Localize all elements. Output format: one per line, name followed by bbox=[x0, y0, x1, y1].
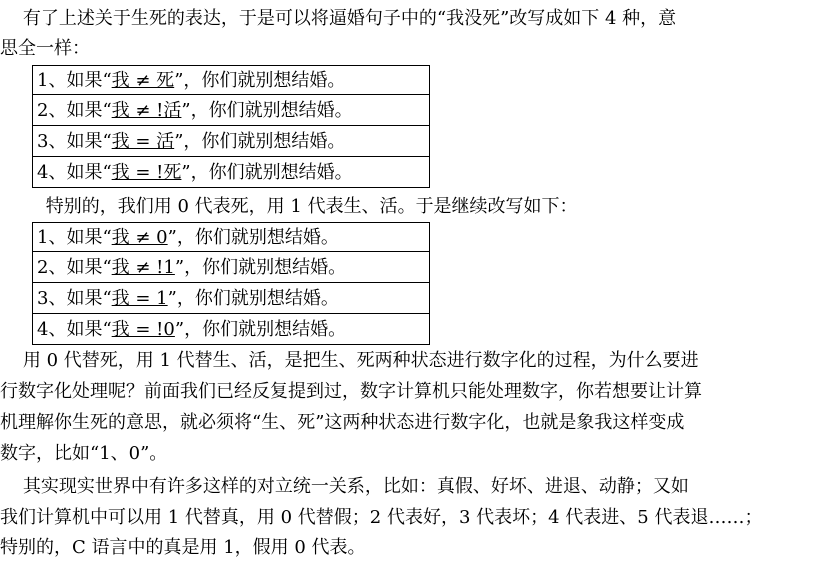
row-expression: 我 ≠ 死 bbox=[111, 70, 175, 91]
paragraph-line: 思全一样： bbox=[0, 38, 90, 59]
row-suffix: ”，你们就别想结婚。 bbox=[167, 288, 339, 309]
table1-row-2 bbox=[32, 95, 430, 126]
row-expression: 我 = !0 bbox=[111, 319, 175, 340]
row-prefix: 4、如果“ bbox=[37, 162, 112, 183]
paragraph-line: 用 0 代替死，用 1 代替生、活，是把生、死两种状态进行数字化的过程，为什么要进 bbox=[0, 350, 699, 371]
paragraph-line: 行数字化处理呢？前面我们已经反复提到过，数字计算机只能处理数字，你若想要让计算 bbox=[0, 381, 702, 402]
row-prefix: 3、如果“ bbox=[37, 131, 112, 152]
paragraph-line: 我们计算机中可以用 1 代替真，用 0 代替假；2 代表好，3 代表坏；4 代表进、5 代表退……； bbox=[0, 507, 763, 528]
row-prefix: 1、如果“ bbox=[37, 227, 112, 248]
row-suffix: ”，你们就别想结婚。 bbox=[174, 319, 347, 340]
row-expression: 我 = 1 bbox=[111, 288, 168, 309]
row-expression: 我 = !死 bbox=[111, 162, 182, 183]
paragraph-line: 特别的，C 语言中的真是用 1，假用 0 代表。 bbox=[0, 537, 366, 558]
table1-row-4 bbox=[32, 157, 430, 188]
row-prefix: 2、如果“ bbox=[37, 257, 112, 278]
row-suffix: ”，你们就别想结婚。 bbox=[167, 227, 339, 248]
row-suffix: ”，你们就别想结婚。 bbox=[174, 131, 346, 152]
row-suffix: ”，你们就别想结婚。 bbox=[181, 162, 353, 183]
row-prefix: 3、如果“ bbox=[37, 288, 112, 309]
table1-row-1 bbox=[32, 65, 430, 95]
row-prefix: 2、如果“ bbox=[37, 100, 112, 121]
row-expression: 我 ≠ 0 bbox=[111, 227, 168, 248]
paragraph-line: 特别的，我们用 0 代表死，用 1 代表生、活。于是继续改写如下： bbox=[0, 196, 578, 217]
table2-row-2 bbox=[32, 252, 430, 283]
paragraph-line: 其实现实世界中有许多这样的对立统一关系，比如：真假、好坏、进退、动静；又如 bbox=[0, 476, 689, 497]
row-expression: 我 = 活 bbox=[111, 131, 175, 152]
row-suffix: ”，你们就别想结婚。 bbox=[174, 257, 347, 278]
row-expression: 我 ≠ !1 bbox=[111, 257, 175, 278]
row-suffix: ”，你们就别想结婚。 bbox=[174, 70, 346, 91]
paragraph-line: 数字，比如“1、0”。 bbox=[0, 443, 168, 464]
row-prefix: 1、如果“ bbox=[37, 70, 112, 91]
row-prefix: 4、如果“ bbox=[37, 319, 112, 340]
table2-row-4 bbox=[32, 314, 430, 345]
row-suffix: ”，你们就别想结婚。 bbox=[181, 100, 353, 121]
table2-row-1 bbox=[32, 222, 430, 252]
table2-row-3 bbox=[32, 283, 430, 314]
table1-row-3 bbox=[32, 126, 430, 157]
paragraph-line: 机理解你生死的意思，就必须将“生、死”这两种状态进行数字化，也就是象我这样变成 bbox=[0, 412, 685, 433]
paragraph-line: 有了上述关于生死的表达，于是可以将逼婚句子中的“我没死”改写成如下 4 种，意 bbox=[0, 8, 677, 29]
row-expression: 我 ≠ !活 bbox=[111, 100, 182, 121]
